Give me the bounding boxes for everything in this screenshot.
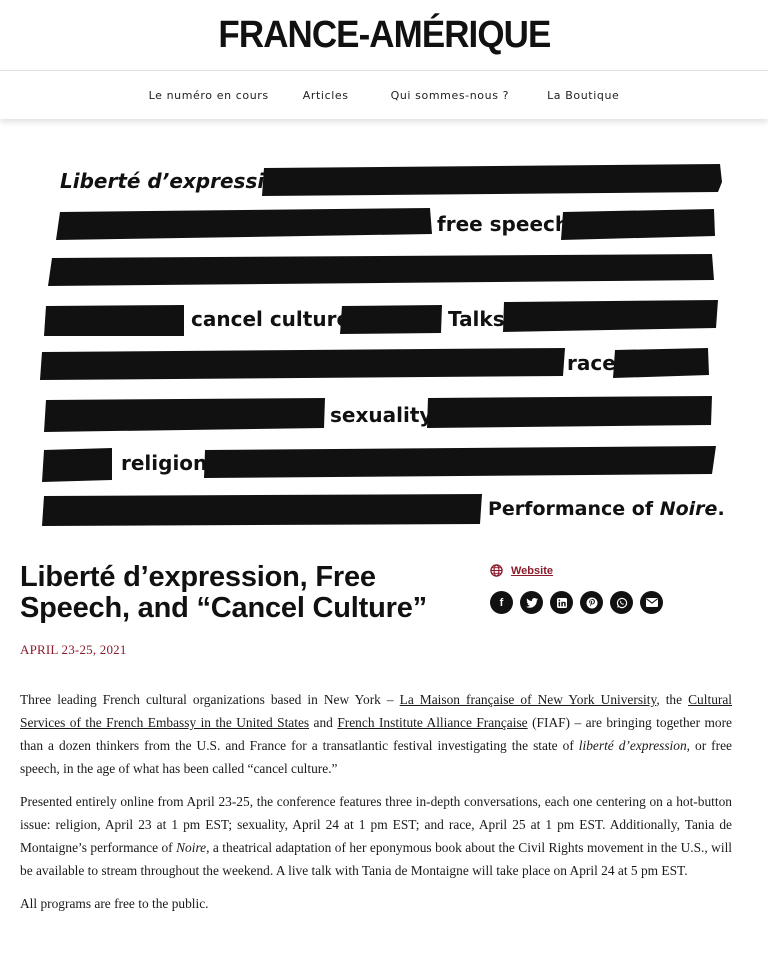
globe-icon [490,564,503,577]
paragraph: Presented entirely online from April 23-25, the conference features three in-depth conversations, each one centering on a hot-button issue: religion, April 23 at 1 pm EST; sexuality, April 24 at 1 pm EST; and race, April 25 at 1 pm EST. Additionally, Tania de Montaigne’s performance of Noire, a theatrical adaptation of her eponymous book about the Civil Rights movement in the U.S., will be available to stream throughout the weekend. A live talk with Tania de Montaigne will take place on April 24 at 5 pm EST. [20,794,733,878]
article-sidebar [490,562,732,624]
link-cultural-services[interactable]: Cultural Services of the French Embassy in the United States [20,692,733,730]
hero-word: cancel culture [191,307,351,331]
hero-word: free speech [437,212,570,236]
main-nav [0,71,768,119]
whatsapp-icon[interactable] [610,591,633,614]
nav-item-articles[interactable]: Articles [302,88,349,102]
nav-item-current-issue[interactable]: Le numéro en cours [148,88,269,102]
link-maison-francaise[interactable]: La Maison française of New York University [399,692,657,707]
linkedin-icon[interactable] [550,591,573,614]
link-fiaf[interactable]: French Institute Alliance Française [337,715,528,730]
nav-item-about[interactable]: Qui sommes-nous ? [390,88,510,102]
hero-word: Talks [448,307,505,331]
article-body [20,688,732,915]
site-header [0,0,768,71]
hero-word: sexuality [330,403,433,427]
article-title: Liberté d’expression, Free Speech, and “Cancel Culture” [20,561,427,624]
redacted-words-graphic [0,140,768,540]
paragraph: All programs are free to the public. [20,896,209,911]
event-date: APRIL 23-25, 2021 [20,642,127,657]
hero-word: race [567,351,616,375]
hero-image [0,140,768,540]
hero-word: religion [121,451,208,475]
hero-word: Liberté d’expression [60,169,293,193]
email-icon[interactable] [640,591,663,614]
website-label[interactable]: Website [511,564,553,577]
twitter-icon[interactable] [520,591,543,614]
pinterest-icon[interactable] [580,591,603,614]
nav-item-shop[interactable]: La Boutique [547,88,620,102]
facebook-icon[interactable]: f [490,591,513,614]
hero-word: Performance of Noire. [488,498,725,520]
article [20,562,732,925]
site-logo[interactable]: FRANCE-AMÉRIQUE [218,13,550,56]
website-link[interactable] [490,564,732,577]
share-buttons [490,591,732,614]
paragraph: Three leading French cultural organizations based in New York – La Maison française of New York University, the Cultural Services of the French Embassy in the United States and French Institute Alliance Française (FIAF) – are bringing together more than a dozen thinkers from the U.S. and France for a transatlantic festival investigating the state of liberté d’expression, or free speech, in the age of what has been called “cancel culture.” [20,692,733,776]
